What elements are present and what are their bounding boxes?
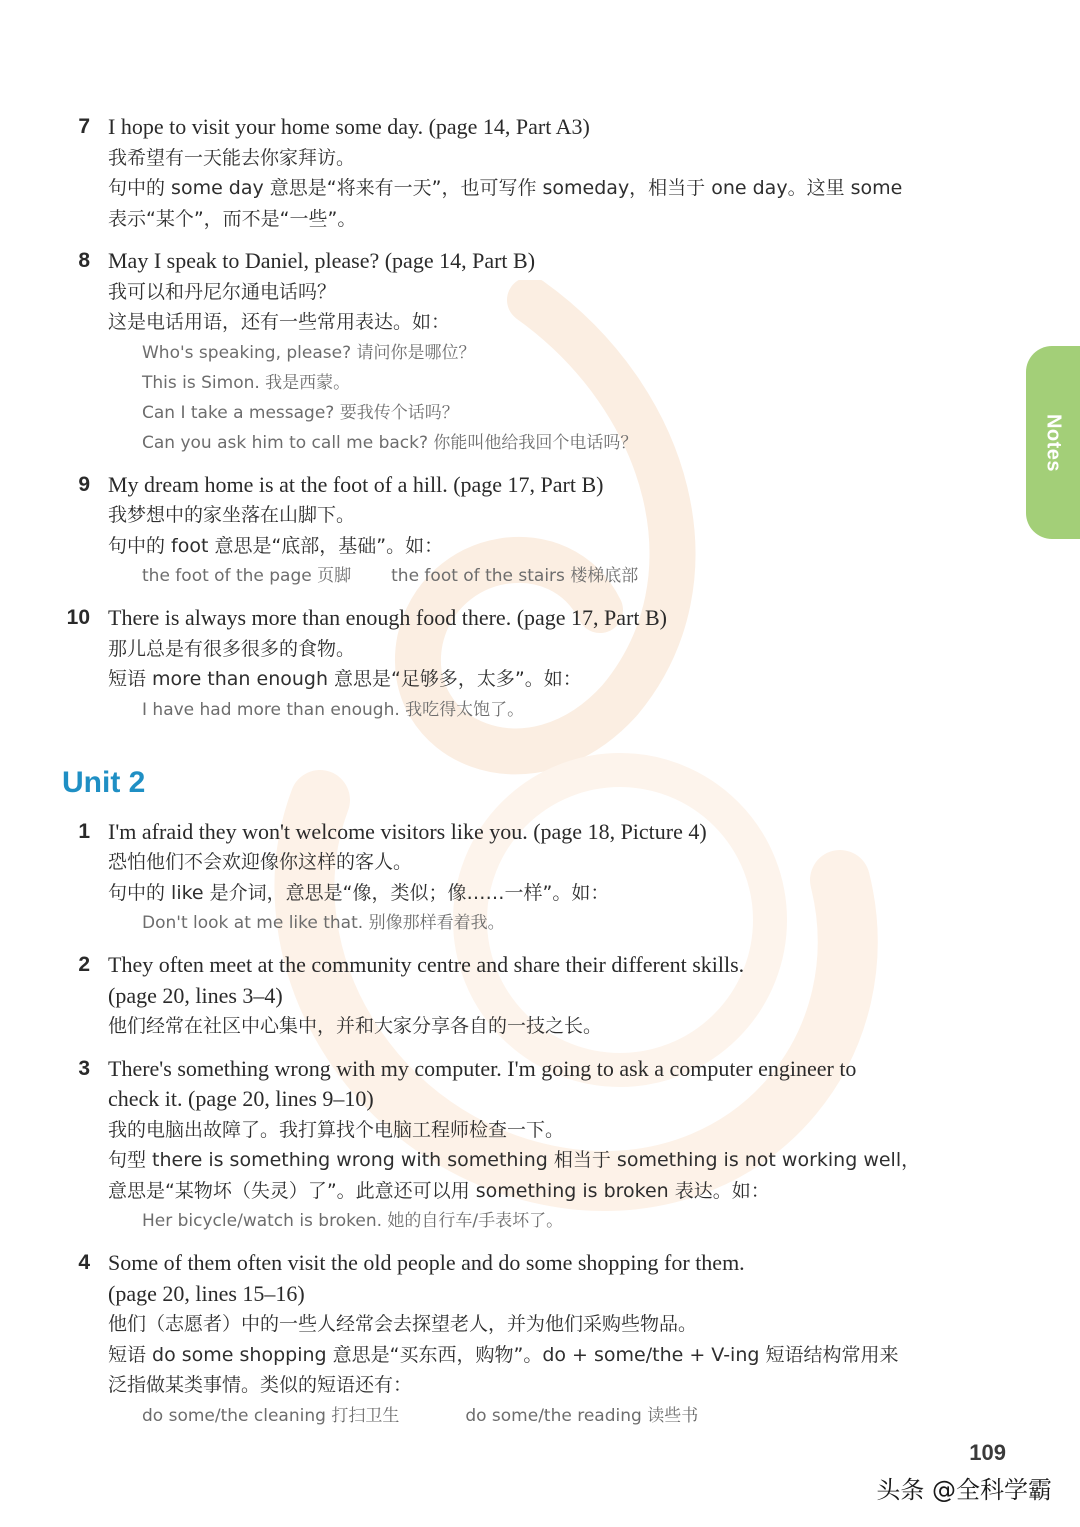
note-explanation: 短语 do some shopping 意思是“买东西，购物”。do + some/the + V-ing 短语结构常用来	[108, 1343, 899, 1366]
notes-side-tab[interactable]	[1026, 346, 1080, 539]
note-number: 3	[78, 1056, 90, 1080]
note-sentence: May I speak to Daniel, please? (page 14, Part B)	[108, 248, 536, 273]
note-example: do some/the reading 读些书	[465, 1405, 699, 1426]
note-item	[0, 603, 1020, 725]
note-sentence: (page 20, lines 15–16)	[108, 1280, 305, 1306]
note-number: 4	[78, 1251, 90, 1274]
note-number: 9	[78, 472, 90, 496]
note-translation: 他们经常在社区中心集中，并和大家分享各自的一技之长。	[108, 1015, 603, 1037]
note-example: do some/the cleaning 打扫卫生	[142, 1405, 400, 1426]
note-example: Can you ask him to call me back? 你能叫他给我回个电话吗？	[142, 432, 638, 453]
note-translation: 那儿总是有很多很多的食物。	[108, 637, 356, 660]
note-translation: 我的电脑出故障了。我打算找个电脑工程师检查一下。	[108, 1118, 565, 1141]
note-item	[0, 817, 1020, 939]
note-sentence: I'm afraid they won't welcome visitors like you. (page 18, Picture 4)	[108, 818, 707, 844]
unit-heading: Unit 2	[62, 765, 146, 799]
note-example-row	[108, 1401, 1020, 1431]
note-sentence: (page 20, lines 3–4)	[108, 982, 283, 1008]
note-number: 8	[78, 249, 90, 272]
note-explanation: 这是电话用语，还有一些常用表达。如：	[108, 311, 451, 333]
note-number: 2	[78, 953, 90, 976]
note-sentence: I hope to visit your home some day. (page 14, Part A3)	[108, 114, 590, 139]
note-example: the foot of the stairs 楼梯底部	[391, 566, 639, 586]
note-example-row	[108, 561, 1020, 591]
note-number: 7	[78, 115, 90, 138]
note-example: Her bicycle/watch is broken. 她的自行车/手表坏了。	[142, 1211, 564, 1231]
note-sentence: They often meet at the community centre and share their different skills.	[108, 952, 745, 977]
notes-tab-label: Notes	[1042, 413, 1065, 472]
note-item	[0, 950, 1020, 1042]
note-number: 1	[78, 819, 90, 843]
note-item	[0, 470, 1020, 592]
note-item	[0, 246, 1020, 458]
note-explanation: 意思是“某物坏（失灵）了”。此意还可以用 something is broken 表达。如：	[108, 1179, 770, 1202]
note-example: Can I take a message? 要我传个话吗？	[142, 402, 459, 423]
note-explanation: 泛指做某类事情。类似的短语还有：	[108, 1374, 413, 1396]
note-translation: 我梦想中的家坐落在山脚下。	[108, 504, 356, 526]
note-example: This is Simon. 我是西蒙。	[142, 372, 351, 393]
page-number: 109	[969, 1440, 1006, 1465]
note-explanation: 句中的 some day 意思是“将来有一天”，也可写作 someday，相当于 one day。这里 some	[108, 177, 903, 199]
note-item	[0, 1248, 1020, 1431]
note-translation: 他们（志愿者）中的一些人经常会去探望老人，并为他们采购些物品。	[108, 1313, 698, 1335]
note-item	[0, 1054, 1020, 1237]
note-sentence: There is always more than enough food there. (page 17, Part B)	[108, 605, 667, 630]
note-sentence: check it. (page 20, lines 9–10)	[108, 1086, 374, 1111]
note-sentence: My dream home is at the foot of a hill. (page 17, Part B)	[108, 471, 604, 497]
note-explanation: 短语 more than enough 意思是“足够多，太多”。如：	[108, 668, 582, 690]
note-translation: 我可以和丹尼尔通电话吗？	[108, 280, 337, 303]
notes-content	[0, 112, 1020, 1443]
note-explanation: 句型 there is something wrong with something 相当于 something is not working well，	[108, 1149, 921, 1171]
note-example: I have had more than enough. 我吃得太饱了。	[142, 699, 525, 720]
note-number: 10	[66, 606, 90, 629]
note-example: Don't look at me like that. 别像那样看着我。	[142, 913, 505, 933]
note-example: the foot of the page 页脚	[142, 566, 352, 586]
note-translation: 恐怕他们不会欢迎像你这样的客人。	[108, 851, 413, 873]
note-explanation: 表示“某个”，而不是“一些”。	[108, 207, 357, 230]
note-example: Who's speaking, please? 请问你是哪位？	[142, 342, 476, 363]
note-sentence: Some of them often visit the old people and do some shopping for them.	[108, 1250, 745, 1275]
note-item	[0, 112, 1020, 234]
note-explanation: 句中的 like 是介词，意思是“像，类似；像……一样”。如：	[108, 881, 610, 904]
note-translation: 我希望有一天能去你家拜访。	[108, 146, 356, 169]
note-explanation: 句中的 foot 意思是“底部，基础”。如：	[108, 534, 444, 557]
note-sentence: There's something wrong with my computer. I'm going to ask a computer engineer to	[108, 1055, 857, 1081]
source-watermark-text: 头条 @全科学霸	[876, 1476, 1052, 1504]
